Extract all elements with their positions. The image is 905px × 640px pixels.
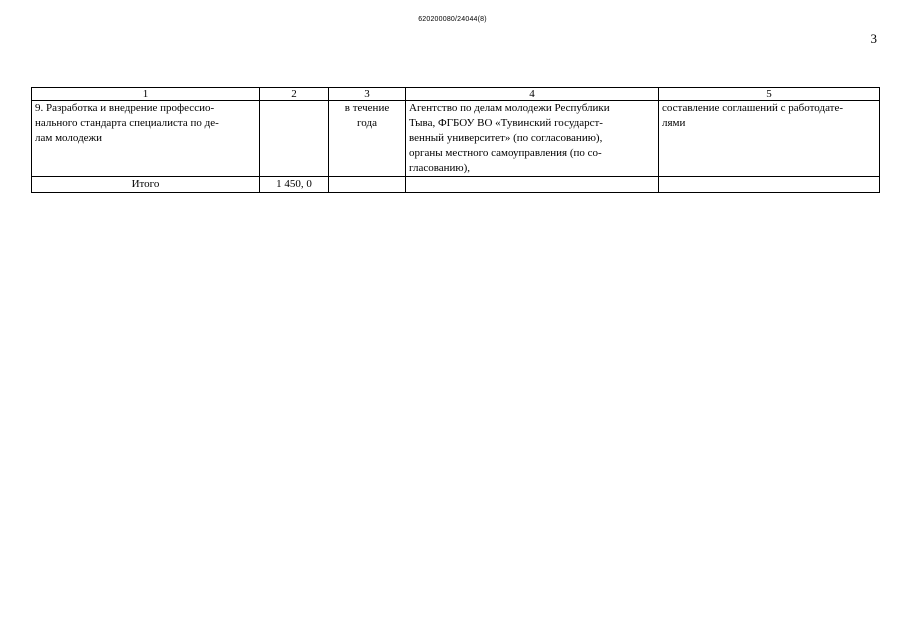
total-label: Итого xyxy=(32,177,260,193)
column-number-5: 5 xyxy=(659,88,880,101)
column-number-2: 2 xyxy=(260,88,329,101)
result-line: составление соглашений с работодате- xyxy=(662,102,844,114)
period-cell xyxy=(329,101,406,177)
column-number-4: 4 xyxy=(406,88,659,101)
executors-line: Тыва, ФГБОУ ВО «Тувинский государст- xyxy=(409,117,603,129)
page-number: 3 xyxy=(870,31,877,46)
total-period xyxy=(329,177,406,193)
total-executors xyxy=(406,177,659,193)
executors-line: органы местного самоуправления (по со- xyxy=(409,147,602,159)
executors-line: гласованию), xyxy=(409,162,471,174)
executors-line: венный университет» (по согласованию), xyxy=(409,132,603,144)
measure-line: нального стандарта специалиста по де- xyxy=(35,117,219,129)
table-row xyxy=(32,101,880,177)
measures-table xyxy=(31,87,880,193)
total-amount: 1 450, 0 xyxy=(260,177,329,193)
column-number-3: 3 xyxy=(329,88,406,101)
measure-line: лам молодежи xyxy=(35,132,103,144)
result-line: лями xyxy=(662,117,686,129)
total-result xyxy=(659,177,880,193)
result-cell xyxy=(659,101,880,177)
executors-line: Агентство по делам молодежи Республики xyxy=(409,102,610,114)
column-number-row xyxy=(32,88,880,101)
document-code: 620200080/24044(8) xyxy=(418,16,487,23)
amount-cell xyxy=(260,101,329,177)
period-line: в течение xyxy=(344,102,390,114)
column-number-1: 1 xyxy=(32,88,260,101)
total-row xyxy=(32,177,880,193)
measure-line: 9. Разработка и внедрение профессио- xyxy=(35,102,215,114)
period-line: года xyxy=(357,117,377,129)
executors-cell xyxy=(406,101,659,177)
measure-cell xyxy=(32,101,260,177)
